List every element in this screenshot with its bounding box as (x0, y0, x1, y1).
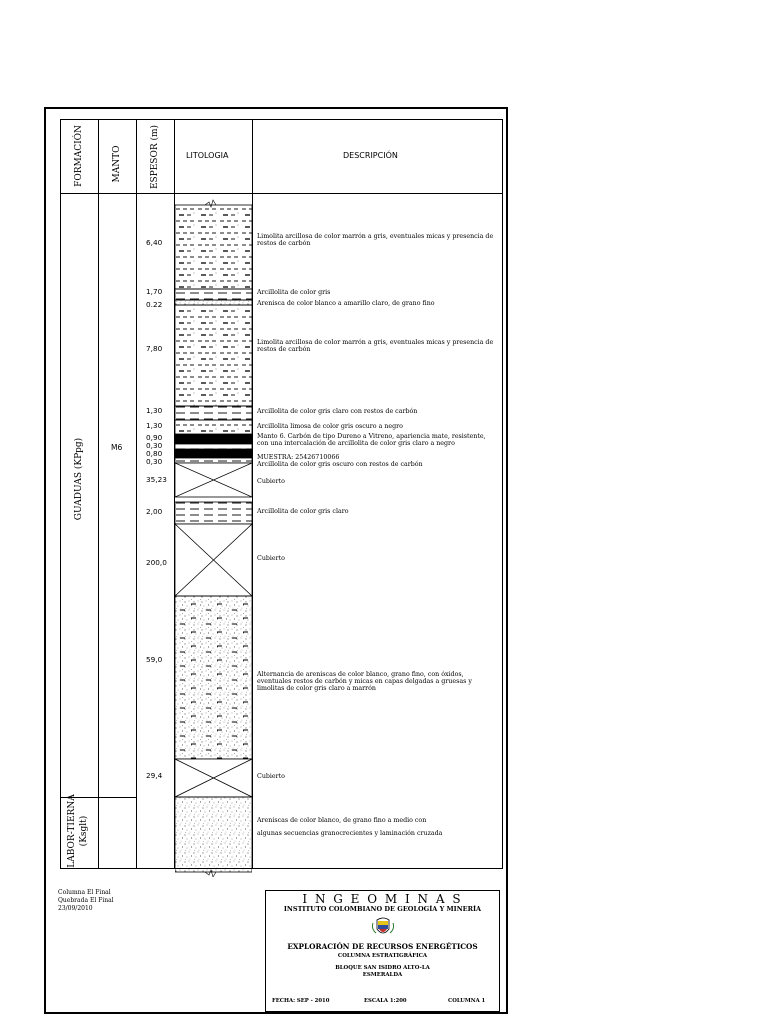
title-org: I N G E O M I N A S (302, 892, 463, 906)
header-manto: MANTO (112, 145, 122, 183)
thickness-7: 0,90 (146, 433, 163, 442)
title-block-name-1: BLOQUE SAN ISIDRO ALTO-LA (335, 965, 430, 971)
desc-9: Cubierto (257, 478, 285, 485)
header-formacion: FORMACIÓN (74, 125, 84, 187)
desc-4: Limolita arcillosa de color marrón a gris, eventuales micas y presencia de restos de carbón (257, 339, 494, 353)
table-top-border (60, 119, 503, 120)
lith-arenisca-labor (175, 797, 252, 872)
desc-13: Cubierto (257, 773, 285, 780)
lithology-column (175, 194, 252, 877)
manto-label: M6 (111, 443, 123, 452)
title-columna: COLUMNA 1 (448, 998, 486, 1004)
desc-6: Arcillolita limosa de color gris oscuro a negro (257, 423, 403, 430)
thickness-8: 0,30 (146, 441, 163, 450)
desc-3: Arenisca de color blanco a amarillo claro, de grano fino (257, 300, 435, 307)
footer-stream-name: Quebrada El Final (58, 897, 114, 904)
lith-arcillolita-3 (175, 420, 252, 434)
header-bottom-border (60, 193, 503, 194)
desc-1: Limolita arcillosa de color marrón a gris, eventuales micas y presencia de restos de carbón (257, 233, 494, 247)
lith-carbon-2 (175, 449, 252, 458)
thickness-3: 0.22 (146, 300, 163, 309)
lith-arenisca-1 (175, 300, 252, 305)
title-escala: ESCALA 1:200 (364, 998, 407, 1004)
stratigraphic-column-sheet (44, 107, 508, 1014)
formation-guaduas: GUADUAS (KPpg) (74, 437, 84, 521)
header-litologia: LITOLOGIA (186, 151, 229, 160)
thickness-2: 1,70 (146, 287, 163, 296)
title-block (265, 890, 500, 1012)
desc-11: Cubierto (257, 555, 285, 562)
thickness-1: 6,40 (146, 238, 163, 247)
thickness-11: 35,23 (146, 475, 167, 484)
lith-cubierto-2 (175, 524, 252, 596)
col-divider-1 (98, 119, 99, 868)
footer-date: 23/09/2010 (58, 905, 93, 912)
lith-cubierto-3 (175, 759, 252, 797)
lith-carbon-1 (175, 434, 252, 444)
desc-2: Arcillolita de color gris (257, 289, 331, 296)
title-institute: INSTITUTO COLOMBIANO DE GEOLOGÍA Y MINERÍA (283, 905, 482, 913)
thickness-9: 0,80 (146, 449, 163, 458)
footer-column-name: Columna El Final (58, 889, 111, 896)
formation-labor-tierna-code: (Ksglt) (79, 815, 89, 847)
lith-limolita-2 (175, 305, 252, 406)
desc-7: Manto 6. Carbón de tipo Dureno a Vitreno, apariencia mate, resistente, con una intercalación de arcillolita de color gris claro a negro (257, 433, 486, 447)
lith-arcillolita-5 (175, 502, 252, 524)
title-subtitle: COLUMNA ESTRATIGRÁFICA (337, 953, 428, 959)
thickness-12: 2,00 (146, 507, 163, 516)
thickness-6: 1,30 (146, 421, 163, 430)
title-project: EXPLORACIÓN DE RECURSOS ENERGÉTICOS (287, 942, 478, 951)
desc-14-line1: Areniscas de color blanco, de grano fino a medio con (257, 817, 427, 824)
col-divider-2 (136, 119, 137, 868)
table-left-border (60, 119, 61, 868)
lith-intercalacion (175, 444, 252, 449)
desc-10: Arcillolita de color gris claro (257, 508, 349, 515)
desc-7-sample: MUESTRA: 25426710066 (257, 454, 340, 461)
title-block-name-2: ESMERALDA (362, 972, 403, 978)
table-bottom-border (60, 868, 503, 869)
thickness-4: 7,80 (146, 344, 163, 353)
desc-14-line2: algunas secuencias granocrecientes y laminación cruzada (257, 830, 443, 837)
lith-limolita-1 (175, 205, 252, 289)
title-fecha: FECHA: SEP - 2010 (272, 998, 330, 1004)
coat-of-arms-icon (371, 915, 395, 939)
thickness-5: 1,30 (146, 406, 163, 415)
lith-arcillolita-1 (175, 289, 252, 300)
thickness-14: 59,0 (146, 655, 163, 664)
header-descripcion: DESCRIPCIÓN (343, 151, 398, 160)
lith-alternancia (175, 596, 252, 759)
desc-5: Arcillolita de color gris claro con restos de carbón (257, 408, 418, 415)
lith-cubierto-1 (175, 463, 252, 497)
formation-labor-tierna: LABOR-TIERNA (67, 794, 77, 868)
thickness-15: 29,4 (146, 771, 163, 780)
lith-arcillolita-2 (175, 406, 252, 420)
thickness-10: 0,30 (146, 457, 163, 466)
lith-arcillolita-4 (175, 458, 252, 463)
desc-12: Alternancia de areniscas de color blanco, grano fino, con óxidos, eventuales restos de carbón y micas en capas delgadas a gruesas y limolitas de color gris claro a marrón (257, 671, 472, 692)
table-right-border (502, 119, 503, 868)
desc-8: Arcillolita de color gris oscuro con restos de carbón (257, 461, 423, 468)
header-espesor: ESPESOR (m) (150, 124, 160, 190)
col-divider-4 (252, 119, 253, 868)
thickness-13: 200,0 (146, 558, 167, 567)
